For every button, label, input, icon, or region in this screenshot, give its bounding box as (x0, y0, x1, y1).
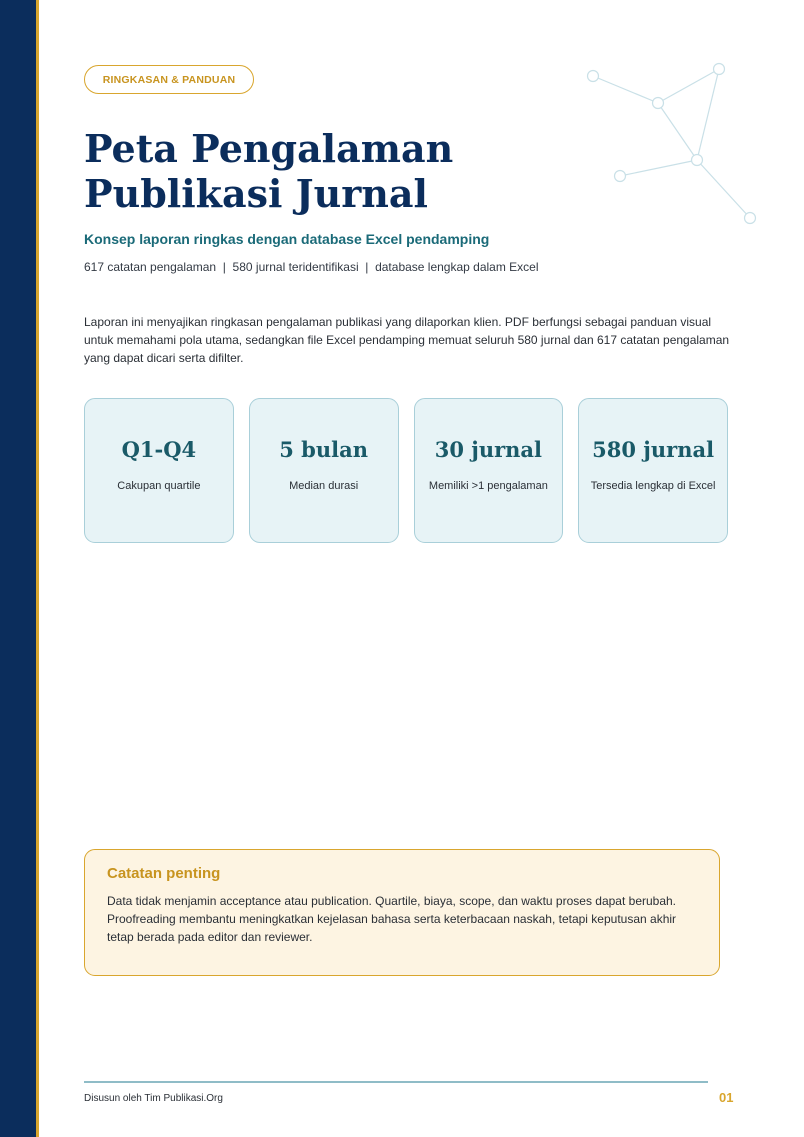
metric-value: 30 jurnal (434, 437, 543, 462)
note-title: Catatan penting (107, 865, 221, 882)
network-graph-icon (580, 55, 770, 235)
metric-cards (84, 398, 728, 543)
metric-value: Q1-Q4 (121, 437, 197, 462)
footer-divider (84, 1081, 708, 1083)
note-body: Data tidak menjamin acceptance atau publication. Quartile, biaya, scope, dan waktu proses dapat berubah. Proofreading membantu meningkatkan kejelasan bahasa serta keterbacaan naskah, tetapi keputusan akhir tetap berada pada editor dan reviewer. (107, 894, 677, 944)
metric-label: Tersedia lengkap di Excel (590, 480, 716, 492)
metric-card-total-journals (578, 398, 728, 543)
metric-label: Cakupan quartile (117, 480, 201, 492)
page-title-line-2: Publikasi Jurnal (84, 171, 428, 216)
metric-card-duration (249, 398, 399, 543)
intro-paragraph: Laporan ini menyajikan ringkasan pengalaman publikasi yang dilaporkan klien. PDF berfungsi sebagai panduan visual untuk memahami pola utama, sedangkan file Excel pendamping memuat seluruh 580 jurnal dan 617 catatan pengalaman yang dapat dicari serta difilter. (84, 315, 730, 365)
section-tag: RINGKASAN & PANDUAN (84, 65, 254, 94)
footer-credit: Disusun oleh Tim Publikasi.Org (84, 1093, 223, 1104)
metric-card-repeat-journals (414, 398, 564, 543)
metric-label: Median durasi (289, 480, 359, 492)
sidebar-accent-stripe (36, 0, 39, 1137)
page-number: 01 (719, 1090, 734, 1105)
metric-value: 5 bulan (279, 437, 368, 462)
metric-value: 580 jurnal (592, 437, 715, 462)
page-subtitle: Konsep laporan ringkas dengan database Excel pendamping (84, 231, 490, 247)
sidebar-bar (0, 0, 36, 1137)
page-title-line-1: Peta Pengalaman (84, 126, 454, 171)
metric-card-quartile (84, 398, 234, 543)
stats-summary: 617 catatan pengalaman | 580 jurnal teridentifikasi | database lengkap dalam Excel (84, 260, 539, 274)
metric-label: Memiliki >1 pengalaman (428, 480, 548, 492)
page-title (84, 126, 564, 216)
important-note-box (84, 849, 720, 976)
